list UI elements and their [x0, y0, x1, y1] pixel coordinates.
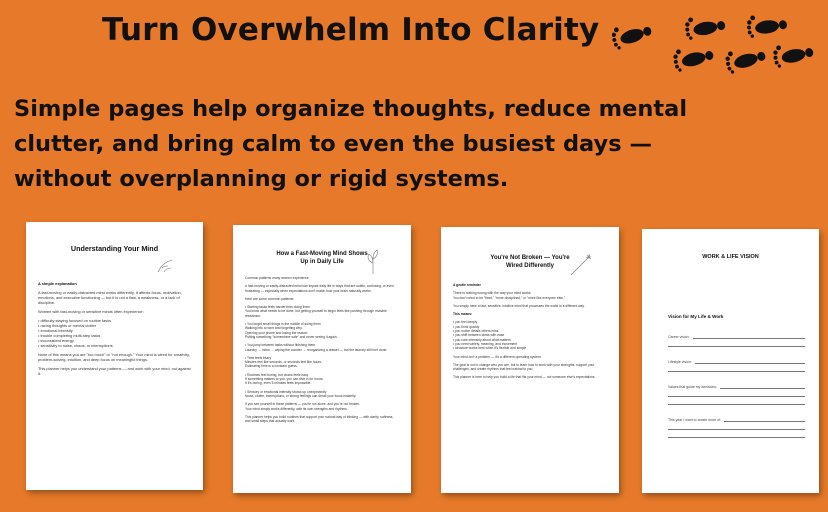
writing-line — [668, 396, 805, 397]
writing-line — [668, 429, 805, 430]
planner-page-wired-differently — [441, 227, 619, 493]
paragraph: A fast-moving or easily-distracted mind can impact daily life in ways that are subtle, confusing, or even frustrating — especially when expectations don't match how your brain naturally works. — [245, 284, 394, 293]
paragraph: A gentle reminder — [453, 283, 481, 287]
leaf-doodle-icon — [156, 258, 174, 274]
writing-line — [668, 346, 805, 347]
paragraph: Women with fast-moving or sensitive minds often experience: — [38, 309, 144, 314]
planner-page-vision — [642, 229, 819, 493]
writing-line — [668, 437, 805, 438]
paragraph: This planner helps you understand your patterns — and work with your mind, not against it. — [38, 366, 191, 376]
page-title: You're Not Broken — You're Wired Differently — [490, 255, 570, 269]
paragraph: • You forget small things in the middle of doing them Walking into a room and forgetting why. Opening your phone and losing the reason. Putting something "somewhere safe" and never seeing it again. — [245, 322, 338, 339]
subhead: Simple pages help organize thoughts, reduce mental clutter, and bring calm to even the busiest days — without overplanning or rigid systems. — [14, 96, 688, 192]
page-title: WORK & LIFE VISION — [702, 254, 759, 260]
paragraph: This planner helps you build routines that support your natural way of thinking — with clarity, softness, and small steps that actually work. — [245, 414, 394, 424]
writing-line — [668, 404, 805, 405]
headline: Turn Overwhelm Into Clarity — [102, 12, 600, 48]
paragraph: You simply have a fast, sensitive, intuitive mind that processes the world in a different way. — [453, 303, 585, 308]
paragraph: None of this means you are "too much" or "not enough." Your mind is wired for creativity, problem-solving, intuition, and deep focus on meaningful things. — [38, 352, 190, 362]
planner-page-understanding — [26, 222, 203, 490]
sparkle-doodle-icon — [569, 253, 595, 277]
paragraph: • Routines feel boring, but chaos feels easy If something matters to you, you can dive in for hours. If it's boring, even 5 minutes feels impossible. — [245, 372, 324, 386]
paragraph: The goal is not to change who you are, but to learn how to work with your strengths, support your challenges, and create rhythms that feel natural to you. — [453, 362, 595, 372]
writing-line — [720, 388, 805, 389]
paragraph: Your mind isn't a problem — it's a different operating system. — [453, 354, 542, 359]
page-subtitle: Vision for My Life & Work — [668, 314, 724, 319]
planner-page-daily-life — [233, 225, 411, 493]
paragraph: Here are some common patterns: — [245, 296, 295, 301]
bullet-list: • you feel deeply • you think quickly • you notice details others miss • you shift between ideas with ease • you care intensely about what matters • you need variety, meaning, and movement • structure works best when it's flexible and simple — [453, 320, 527, 351]
field-label: Lifestyle vision: — [668, 360, 692, 364]
sprout-doodle-icon — [365, 249, 381, 275]
writing-line — [724, 421, 805, 422]
page-title: Understanding Your Mind — [70, 244, 159, 253]
field-label: Career vision: — [668, 335, 690, 339]
paragraph: Common patterns many women experience — [245, 276, 309, 280]
paragraph: • Time feels blurry Minutes feel like seconds, or seconds feel like hours. Estimating time is a constant guess. — [245, 355, 322, 369]
footprints-icon — [612, 14, 822, 84]
paragraph: • Sensory or emotional intensity shows up unexpectedly Noise, clutter, interruptions, or strong feelings can derail your focus instantly. — [245, 389, 357, 398]
paragraph: • You jump between tasks without finishing them Laundry → inbox → wiping the counter → reorganizing a drawer — but the laundry still isn't done. — [245, 343, 388, 352]
paragraph: If you see yourself in these patterns — you're not alone, and you're not broken. Your mind simply works differently, with its own strengths and rhythms. — [245, 402, 361, 411]
paragraph: There is nothing wrong with the way your mind works. You don't need to be "fixed," "more disciplined," or "more like everyone else." — [453, 291, 565, 300]
writing-line — [695, 363, 805, 364]
paragraph: A simple explanation — [38, 281, 77, 286]
paragraph: A fast-moving or easily-distracted mind works differently. It affects focus, motivation, emotions, and executive functioning — but it is not a flaw, a weakness, or a lack of discipline. — [38, 290, 182, 305]
paragraph: This means: — [453, 312, 473, 317]
page-title: How a Fast-Moving Mind Shows Up in Daily Life — [276, 251, 368, 265]
field-label: This year I want to create more of: — [668, 418, 722, 422]
writing-line — [693, 338, 805, 339]
paragraph: • Starting tasks feels harder than doing them You know what needs to be done, but getting yourself to begin feels like pushing through invisible resistance. — [245, 305, 387, 318]
field-label: Values that guide my decisions: — [668, 385, 717, 389]
bullet-list: • difficulty staying focused on routine tasks • racing thoughts or mental clutter • emotional intensity • trouble completing multi-step tasks • inconsistent energy • sensitivity to noise, chaos, or interruptions — [38, 318, 113, 348]
paragraph: This planner is here to help you build a life that fits your mind — not someone else's expectations. — [453, 375, 596, 380]
writing-line — [668, 371, 805, 372]
